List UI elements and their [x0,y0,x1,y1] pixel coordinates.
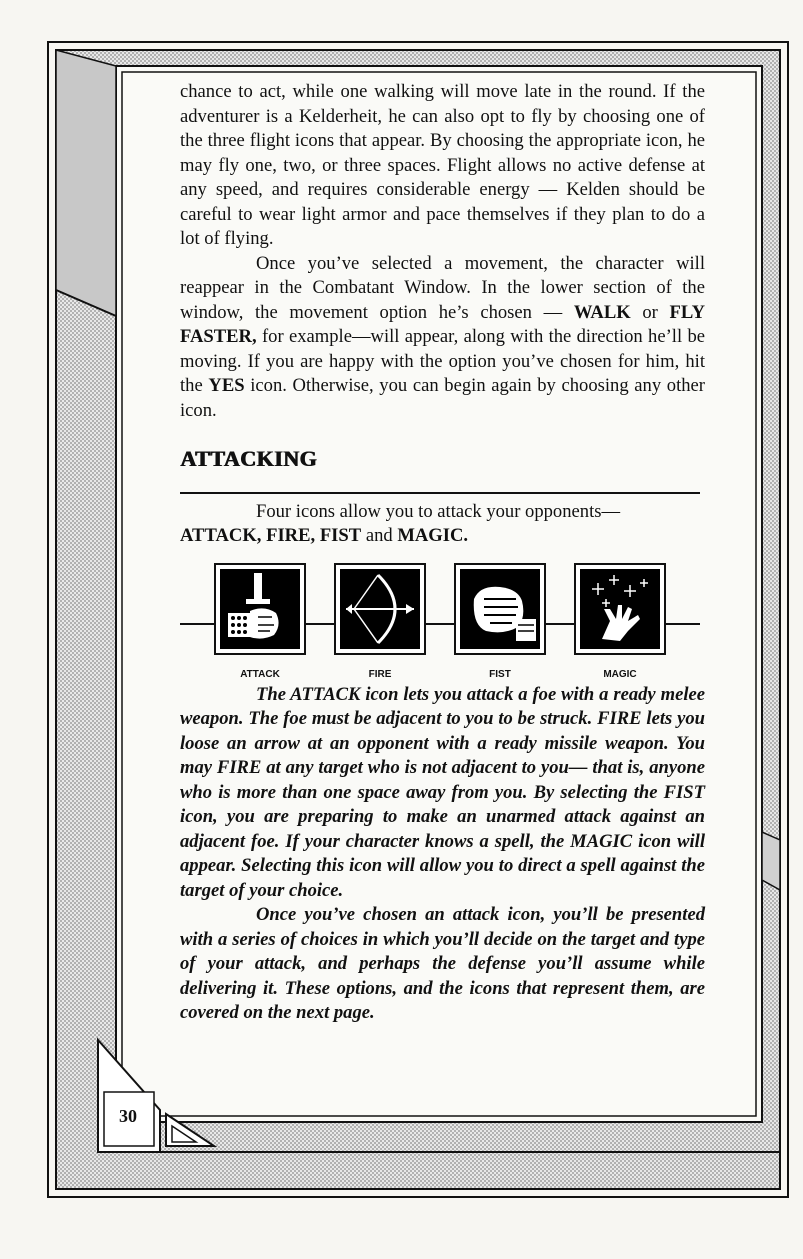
fly-faster-term: FLY FASTER, [180,301,705,347]
attack-icon-label: ATTACK [240,668,280,680]
sword-gauntlet-icon [220,569,300,649]
yes-term: YES [208,375,245,396]
attack-icon-box [214,563,306,655]
text-run: and [361,525,398,546]
section-heading: ATTACKING [180,446,317,471]
paragraph-movement [180,252,705,424]
page-content [180,80,705,1026]
paragraph-icon-descriptions: The ATTACK icon lets you attack a foe with a ready melee weapon. The foe must be adjacent to you to be struck. FIRE lets you loose an arrow at an opponent with a ready missile weapon. You may FIRE at any target who is not adjacent to you— that is, anyone who is more than one space away from you. By selecting the FIST icon, you are preparing to make an unarmed attack against an adjacent foe. If your character knows a spell, the MAGIC icon will appear. Selecting this icon will allow you to direct a spell against the target of your choice. [180,683,705,901]
fist-icon-label: FIST [489,668,511,680]
text-run: Once you’ve selected a movement, the character will reappear in the Combatant Window. In the lower section of the window, the movement option he’s chosen — [180,252,705,323]
paragraph-flight: chance to act, while one walking will move late in the round. If the adventurer is a Kelderheit, he can also opt to fly by choosing one of the three flight icons that appear. By choosing the appropriate icon, he may fly one, two, or three spaces. Flight allows no active defense at any speed, and requires considerable energy — Kelden should be careful to wear light armor and pace themselves if they plan to do a lot of flying. [180,81,705,249]
text-run: Four icons allow you to attack your opponents— [256,500,621,522]
text-run: icon. Otherwise, you can begin again by choosing any other icon. [180,375,705,421]
magic-icon-label: MAGIC [603,668,637,680]
text-run: or [630,301,670,323]
fist-term: FIST [315,525,362,546]
paragraph-attack-intro [180,500,705,549]
page-number: 30 [119,1106,137,1126]
magic-term: MAGIC. [397,525,469,546]
fist-icon [460,569,540,649]
fist-icon-box [454,563,546,655]
walk-term: WALK [573,301,631,323]
heading-rule [180,492,700,494]
text-run: for example—will appear, along with the direction he’ll be moving. If you are happy with the option you’ve chosen for him, hit the [180,326,705,396]
magic-hand-icon [580,569,660,649]
fire-icon-label: FIRE [368,668,392,680]
attack-fire-term: ATTACK, FIRE, [180,525,316,546]
bow-arrow-icon [340,569,420,649]
fire-icon-box [334,563,426,655]
magic-icon-box [574,563,666,655]
attack-icons-row [180,563,700,683]
paragraph-next-page: Once you’ve chosen an attack icon, you’ll be presented with a series of choices in which you’ll decide on the target and type of your attack, and perhaps the defense you’ll assume while delivering it. These options, and the icons that represent them, are covered on the next page. [180,904,705,1023]
